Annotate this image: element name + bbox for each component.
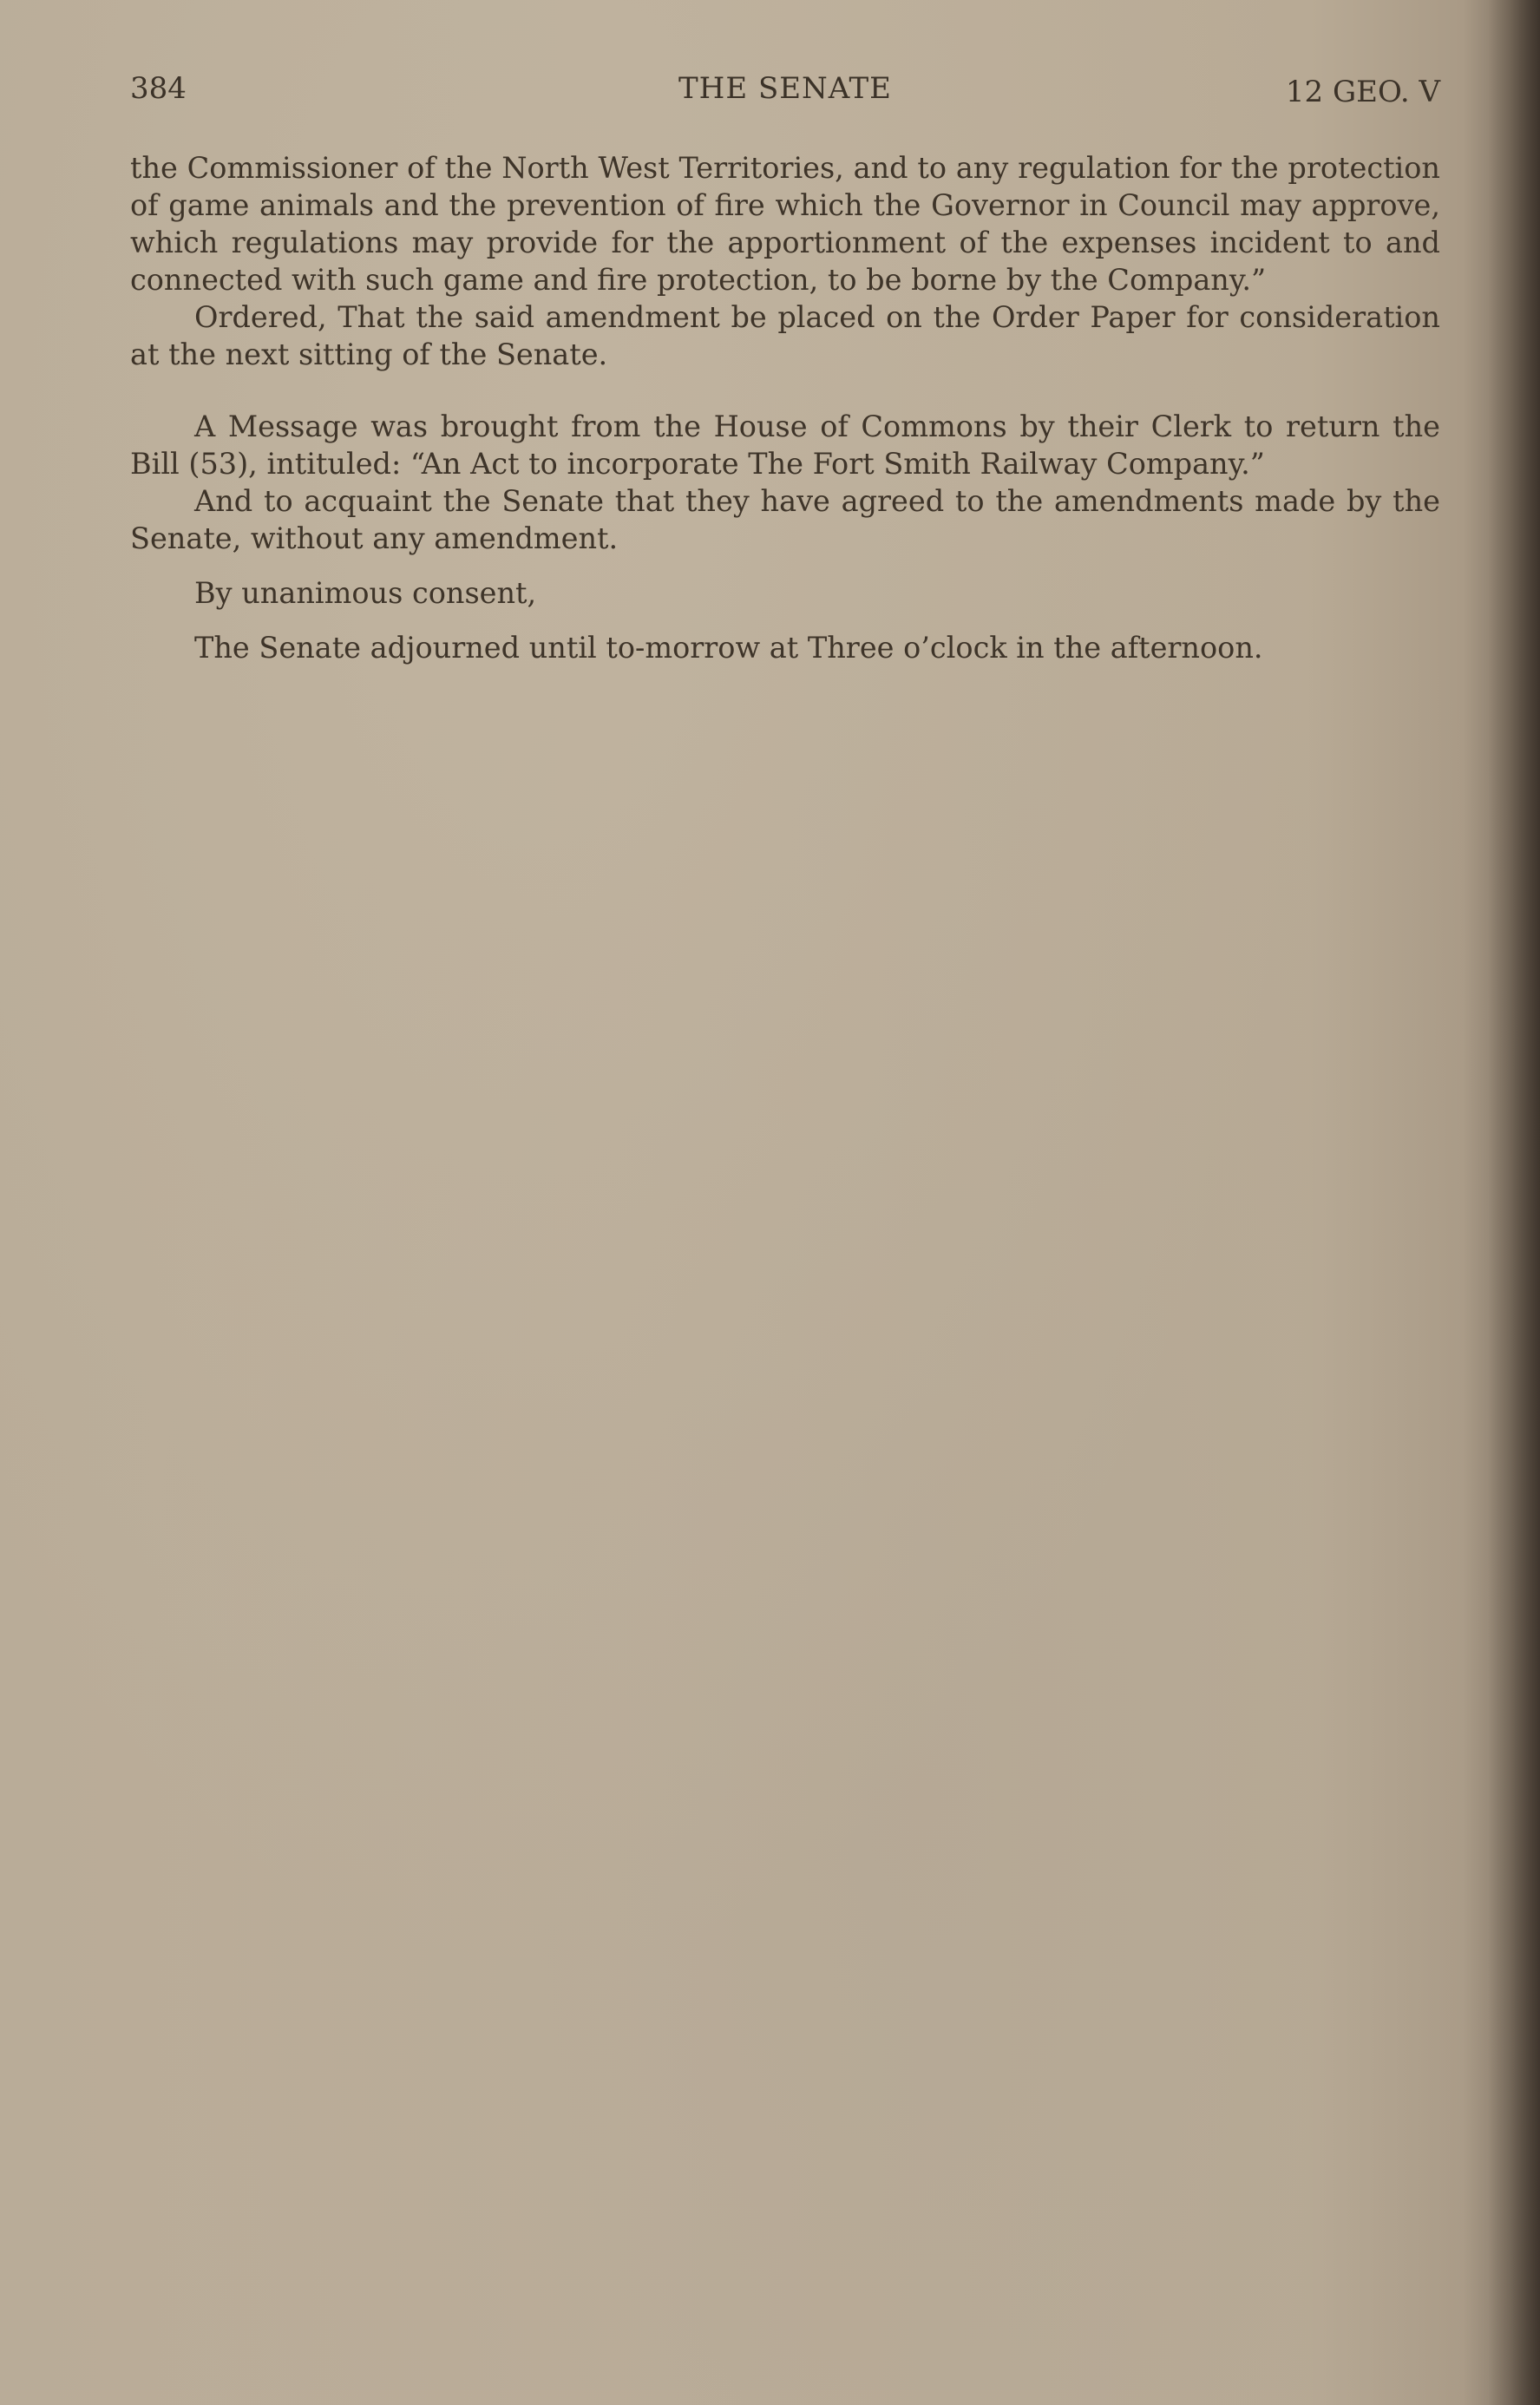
- paragraph-adjourned: The Senate adjourned until to-morrow at Three o’clock in the afternoon.: [194, 631, 1263, 665]
- paragraph-acquaint: And to acquaint the Senate that they have agreed to the amendments made by the Senate, without any amendment.: [130, 484, 1440, 555]
- body-text: [130, 149, 1440, 666]
- page-header: [130, 71, 1440, 123]
- running-title: THE SENATE: [678, 71, 892, 106]
- paragraph-continuation: the Commissioner of the North West Territories, and to any regulation for the protection of game animals and the prevention of fire which the Governor in Council may approve, which regulations may provide for the apportionment of the expenses incident to and connected with such game and fire protection, to be borne by the Company.”: [130, 151, 1440, 297]
- paragraph-message: A Message was brought from the House of Commons by their Clerk to return the Bill (53), intituled: “An Act to incorporate The Fort Smith Railway Company.”: [130, 410, 1440, 481]
- paragraph-ordered: Ordered, That the said amendment be placed on the Order Paper for consideration at the next sitting of the Senate.: [130, 300, 1440, 371]
- paragraph-consent: By unanimous consent,: [194, 576, 537, 610]
- page-number: 384: [130, 71, 187, 106]
- page-edge-shadow: [1488, 0, 1540, 2405]
- regnal-year: 12 GEO. V: [1285, 75, 1440, 109]
